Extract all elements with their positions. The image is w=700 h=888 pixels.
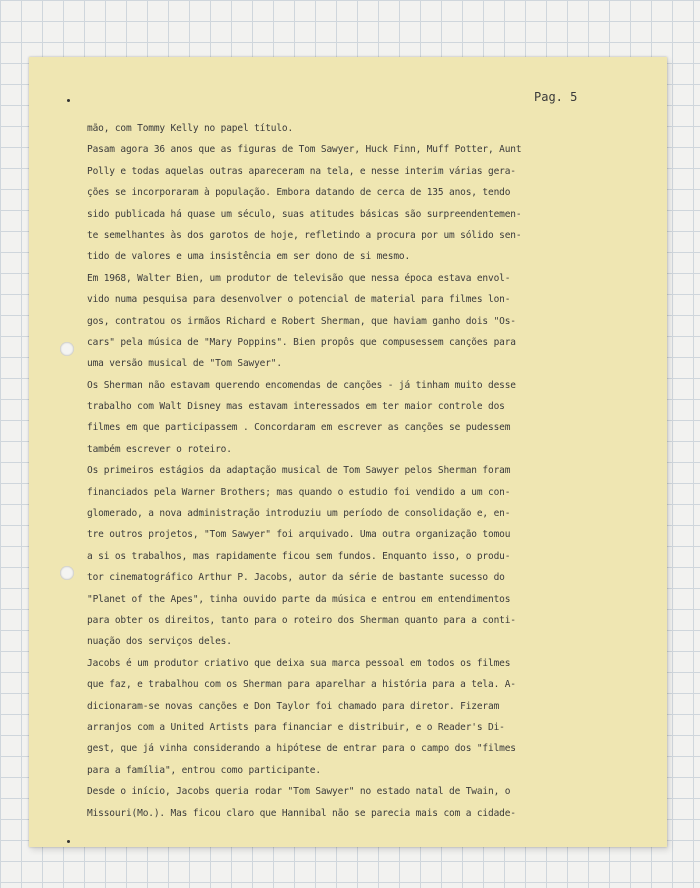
text-line: que faz, e trabalhou com os Sherman para aparelhar a história para a tela. A- — [87, 679, 516, 691]
text-line: a si os trabalhos, mas rapidamente ficou sem fundos. Enquanto isso, o produ- — [87, 550, 511, 562]
text-line: Os primeiros estágios da adaptação musical de Tom Sawyer pelos Sherman foram — [87, 465, 511, 477]
text-line: Desde o início, Jacobs queria rodar "Tom Sawyer" no estado natal de Twain, o — [87, 786, 511, 798]
text-line: financiados pela Warner Brothers; mas quando o estudio foi vendido a um con- — [87, 486, 511, 498]
text-line: vido numa pesquisa para desenvolver o potencial de material para filmes lon- — [87, 294, 511, 306]
text-line: também escrever o roteiro. — [87, 443, 232, 455]
text-line: Os Sherman não estavam querendo encomendas de canções - já tinham muito desse — [87, 379, 516, 391]
text-line: Em 1968, Walter Bien, um produtor de televisão que nessa época estava envol- — [87, 272, 511, 284]
text-line: Pasam agora 36 anos que as figuras de Tom Sawyer, Huck Finn, Muff Potter, Aunt — [87, 144, 522, 156]
text-line: gest, que já vinha considerando a hipótese de entrar para o campo dos "filmes — [87, 743, 516, 755]
text-line: sido publicada há quase um século, suas atitudes básicas são surpreendentemen- — [87, 208, 522, 220]
text-line: ções se incorporaram à população. Embora datando de cerca de 135 anos, tendo — [87, 187, 511, 199]
text-line: trabalho com Walt Disney mas estavam interessados em ter maior controle dos — [87, 401, 505, 413]
text-line: gos, contratou os irmãos Richard e Robert Sherman, que haviam ganho dois "Os- — [87, 315, 516, 327]
page-number: Pag. 5 — [534, 90, 578, 104]
text-line: tre outros projetos, "Tom Sawyer" foi arquivado. Uma outra organização tomou — [87, 529, 511, 541]
text-line: Jacobs é um produtor criativo que deixa sua marca pessoal em todos os filmes — [87, 657, 511, 669]
text-line: arranjos com a United Artists para financiar e distribuir, e o Reader's Di- — [87, 721, 505, 733]
typewritten-page — [29, 57, 667, 847]
text-line: para a família", entrou como participante. — [87, 764, 321, 776]
text-line: filmes em que participassem . Concordaram em escrever as canções se pudessem — [87, 422, 511, 434]
text-line: para obter os direitos, tanto para o roteiro dos Sherman quanto para a conti- — [87, 614, 516, 626]
punch-hole — [60, 342, 74, 356]
text-line: uma versão musical de "Tom Sawyer". — [87, 358, 282, 370]
text-line: tido de valores e uma insistência em ser dono de si mesmo. — [87, 251, 411, 263]
text-line: glomerado, a nova administração introduziu um período de consolidação e, en- — [87, 508, 511, 520]
punch-hole — [60, 566, 74, 580]
ink-dot — [67, 99, 70, 102]
text-line: Polly e todas aquelas outras apareceram na tela, e nesse interim várias gera- — [87, 165, 516, 177]
text-line: Missouri(Mo.). Mas ficou claro que Hannibal não se parecia mais com a cidade- — [87, 807, 516, 819]
ink-dot — [67, 840, 70, 843]
text-line: cars" pela música de "Mary Poppins". Bien propôs que compusessem canções para — [87, 336, 516, 348]
body-text — [87, 118, 612, 824]
text-line: dicionaram-se novas canções e Don Taylor foi chamado para diretor. Fizeram — [87, 700, 500, 712]
text-line: te semelhantes às dos garotos de hoje, refletindo a procura por um sólido sen- — [87, 229, 522, 241]
text-line: "Planet of the Apes", tinha ouvido parte da música e entrou em entendimentos — [87, 593, 511, 605]
text-line: mão, com Tommy Kelly no papel título. — [87, 123, 294, 134]
text-line: tor cinematográfico Arthur P. Jacobs, autor da série de bastante sucesso do — [87, 572, 505, 584]
text-line: nuação dos serviços deles. — [87, 636, 232, 648]
